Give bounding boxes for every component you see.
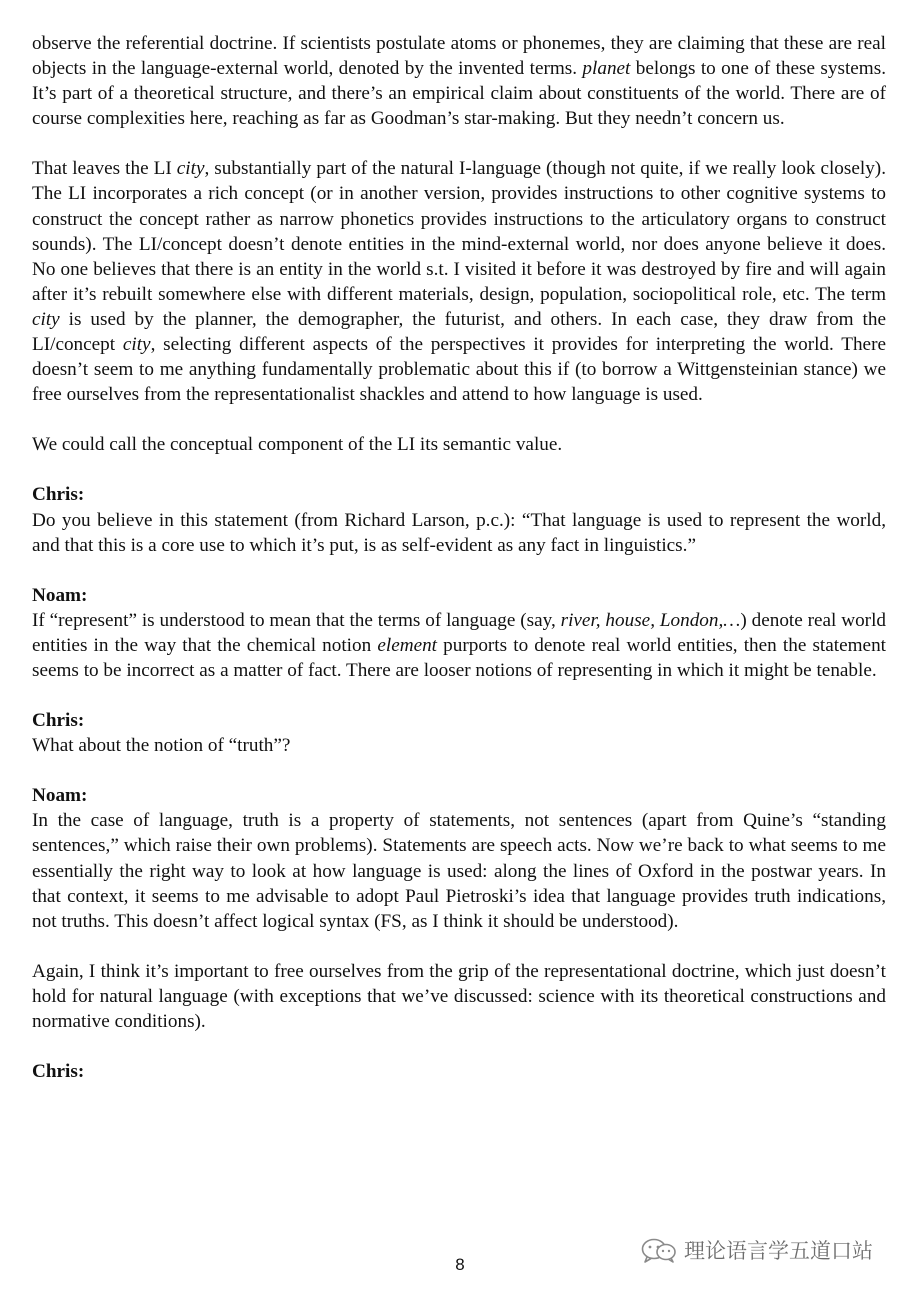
speaker-label: Noam: bbox=[32, 785, 88, 807]
watermark-text: 理论语言学五道口站 bbox=[684, 1239, 873, 1263]
page-number: 8 bbox=[455, 1255, 465, 1274]
italic-term: river, house, London,… bbox=[560, 609, 741, 631]
text-run: is used by the planner, the demographer, the futurist, and others. In each case, they draw from the LI/concept bbox=[32, 308, 886, 356]
italic-term: city bbox=[122, 334, 151, 356]
wechat-icon bbox=[640, 1237, 678, 1263]
dialogue-turn bbox=[32, 708, 886, 758]
text-run: , substantially part of the natural I-language (though not quite, if we really look closely). The LI incorporates a rich concept (or in another version, provides instructions to other cognitive systems to construct the concept rather as narrow phonetics provides instructions to the articulatory organs to construct sounds). The LI/concept doesn’t denote entities in the mind-external world, nor does anyone believe it does. No one believes that there is an entity in the world s.t. I visited it before it was destroyed by fire and will again after it’s rebuilt somewhere else with different materials, design, population, sociopolitical role, etc. The term bbox=[32, 158, 886, 305]
text-run: Do you believe in this statement (from Richard Larson, p.c.): “That language is used to represent the world, and that this is a core use to which it’s put, is as self-evident as any fact in linguistics.” bbox=[32, 509, 886, 556]
text-run: We could call the conceptual component of the LI its semantic value. bbox=[32, 434, 563, 456]
paragraph bbox=[32, 31, 886, 131]
speaker-label: Noam: bbox=[32, 584, 88, 606]
italic-term: element bbox=[377, 634, 438, 656]
document-body bbox=[32, 31, 886, 1084]
paragraph bbox=[32, 156, 886, 407]
watermark bbox=[640, 1236, 873, 1264]
dialogue-turn bbox=[32, 1059, 886, 1084]
dialogue-turn bbox=[32, 583, 886, 683]
text-run: belongs to one of these systems. It’s part of a theoretical structure, and there’s an empirical claim about constituents of the world. There are of course complexities here, reaching as far as Goodman’s star-making. But they needn’t concern us. bbox=[32, 58, 886, 130]
text-run: That leaves the LI bbox=[32, 158, 177, 180]
paragraph bbox=[32, 959, 886, 1034]
text-run: purports to denote real world entities, then the statement seems to be incorrect as a matter of fact. There are looser notions of representing in which it might be tenable. bbox=[32, 634, 886, 681]
text-run: observe the referential doctrine. If scientists postulate atoms or phonemes, they are claiming that these are real objects in the language-external world, denoted by the invented terms. bbox=[32, 33, 886, 80]
text-run: Again, I think it’s important to free ourselves from the grip of the representational doctrine, which just doesn’t hold for natural language (with exceptions that we’ve discussed: science with its theoretical constructions and normative conditions). bbox=[32, 960, 886, 1032]
text-run: What about the notion of “truth”? bbox=[32, 735, 291, 757]
text-run: In the case of language, truth is a property of statements, not sentences (apart from Quine’s “standing sentences,” which raise their own problems). Statements are speech acts. Now we’re back to what seems to me essentially the right way to look at how language is used: along the lines of Oxford in the postwar years. In that context, it seems to me advisable to adopt Paul Pietroski’s idea that language provides truth indications, not truths. This doesn’t affect logical syntax (FS, as I think it should be understood). bbox=[32, 810, 886, 932]
speaker-label: Chris: bbox=[32, 1061, 85, 1083]
italic-term: planet bbox=[582, 58, 631, 80]
italic-term: city bbox=[176, 158, 205, 180]
dialogue-turn bbox=[32, 783, 886, 934]
speaker-label: Chris: bbox=[32, 710, 85, 732]
dialogue-turn bbox=[32, 482, 886, 557]
paragraph bbox=[32, 432, 886, 457]
italic-term: city bbox=[32, 308, 60, 330]
speaker-label: Chris: bbox=[32, 484, 85, 506]
text-run: If “represent” is understood to mean that the terms of language (say, bbox=[32, 609, 561, 631]
text-run: , selecting different aspects of the perspectives it provides for interpreting the world. There doesn’t seem to me anything fundamentally problematic about this if (to borrow a Wittgensteinian stance) we free ourselves from the representationalist shackles and attend to how language is used. bbox=[32, 334, 886, 406]
text-run: ) denote real world entities in the way that the chemical notion bbox=[32, 609, 886, 656]
